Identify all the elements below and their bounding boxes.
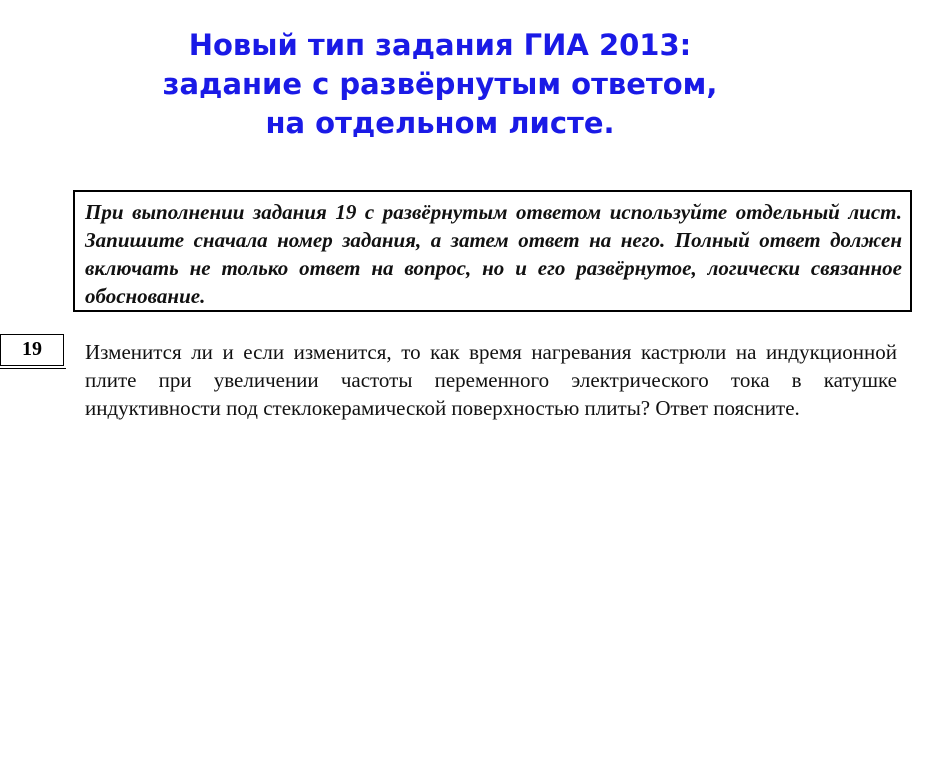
slide-title-line-2: задание с развёрнутым ответом, <box>162 67 718 101</box>
task-number: 19 <box>0 334 64 366</box>
task-number-underline <box>0 368 66 369</box>
slide-title-line-1: Новый тип задания ГИА 2013: <box>188 28 692 62</box>
slide-title-line-3: на отдельном листе. <box>265 106 615 140</box>
instruction-text: При выполнении задания 19 с развёрнутым ответом используйте отдельный лист. Запишите сначала номер задания, а затем ответ на него. Полный ответ должен включать не только ответ на вопрос, но и его развёрнутое, логически связанное обоснование. <box>85 200 902 308</box>
task-question-text: Изменится ли и если изменится, то как время нагревания кастрюли на индукционной плите при увеличении частоты переменного электрического тока в катушке индуктивности под стеклокерамической поверхностью плиты? Ответ поясните. <box>85 340 897 420</box>
slide-title <box>0 26 880 143</box>
instruction-box <box>73 190 912 312</box>
